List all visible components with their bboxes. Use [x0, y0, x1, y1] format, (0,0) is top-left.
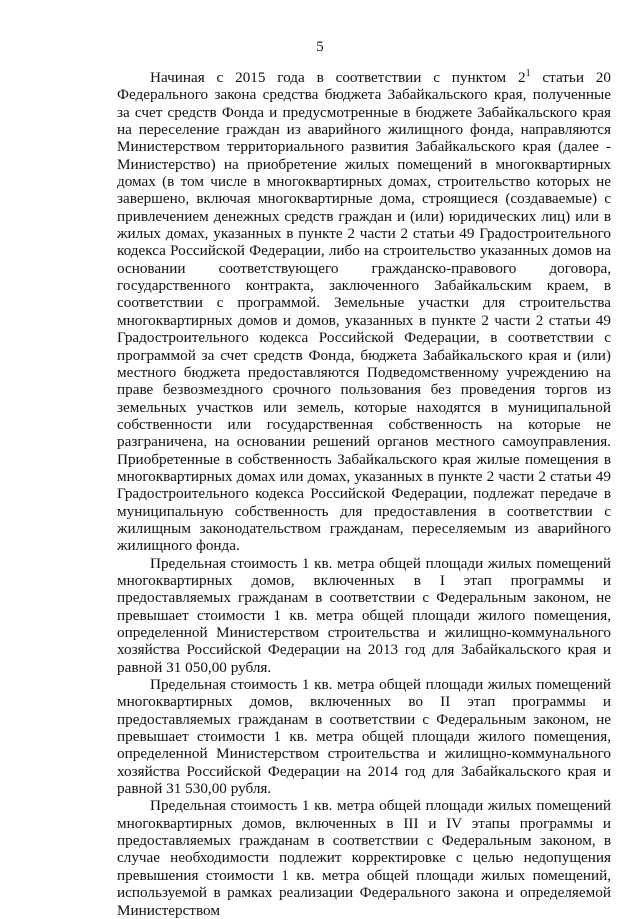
document-body: [117, 69, 611, 919]
superscript-footnote-mark: 1: [525, 67, 531, 79]
paragraph-text: Начиная с 2015 года в соответствии с пунктом 2: [150, 69, 526, 86]
paragraph-text: Предельная стоимость 1 кв. метра общей площади жилых помещений многоквартирных домов, включенных в I этап программы и предоставляемых гражданам в соответствии с Федеральным законом, не превышает стоимости 1 кв. метра общей площади жилого помещения, определенной Министерством строительства и жилищно-коммунального хозяйства Российской Федерации на 2013 год для Забайкальского края и равной 31 050,00 рубля.: [117, 554, 611, 676]
paragraph-price-stage-3-4: [117, 797, 611, 918]
paragraph-text-continued: статьи 20 Федерального закона средства бюджета Забайкальского края, полученные за счет средств Фонда и предусмотренные в бюджете Забайкальского края на переселение граждан из аварийного жилищного фонда, направляются Министерством территориального развития Забайкальского края (далее - Министерство) на приобретение жилых помещений в многоквартирных домах (в том числе в многоквартирных домах, строительство которых не завершено, включая многоквартирные дома, строящиеся (создаваемые) с привлечением денежных средств граждан и (или) юридических лиц) или в жилых домах, указанных в пункте 2 части 2 статьи 49 Градостроительного кодекса Российской Федерации, либо на строительство указанных домов на основании соответствующего гражданско-правового договора, государственного контракта, заключенного Забайкальским краем, в соответствии с программой. Земельные участки для строительства многоквартирных домов и домов, указанных в пункте 2 части 2 статьи 49 Градостроительного кодекса Российской Федерации, в соответствии с программой за счет средств Фонда, бюджета Забайкальского края и (или) местного бюджета предоставляются Подведомственному учреждению на праве безвозмездного срочного пользования без проведения торгов из земельных участков или земель, которые находятся в муниципальной собственности или государственная собственность на которые не разграничена, на основании решений органов местного самоуправления. Приобретенные в собственность Забайкальского края жилые помещения в многоквартирных домах или домах, указанных в пункте 2 части 2 статьи 49 Градостроительного кодекса Российской Федерации, подлежат передаче в муниципальную собственность для предоставления в соответствии с жилищным законодательством гражданам, переселяемым из аварийного жилищного фонда.: [117, 69, 611, 555]
paragraph-price-stage-2: [117, 676, 611, 797]
paragraph-funding-allocation: [117, 69, 611, 555]
page-number: 5: [316, 39, 324, 55]
paragraph-text: Предельная стоимость 1 кв. метра общей площади жилых помещений многоквартирных домов, включенных в III и IV этапы программы и предоставляемых гражданам в соответствии с Федеральным законом, в случае необходимости подлежит корректировке с целью недопущения превышения стоимости 1 кв. метра общей площади жилых помещений, используемой в рамках реализации Федерального закона и определяемой Министерством: [117, 797, 611, 919]
paragraph-price-stage-1: [117, 555, 611, 676]
paragraph-text: Предельная стоимость 1 кв. метра общей площади жилых помещений многоквартирных домов, включенных во II этап программы и предоставляемых гражданам в соответствии с Федеральным законом, не превышает стоимости 1 кв. метра общей площади жилого помещения, определенной Министерством строительства и жилищно-коммунального хозяйства Российской Федерации на 2014 год для Забайкальского края и равной 31 530,00 рубля.: [117, 676, 611, 798]
